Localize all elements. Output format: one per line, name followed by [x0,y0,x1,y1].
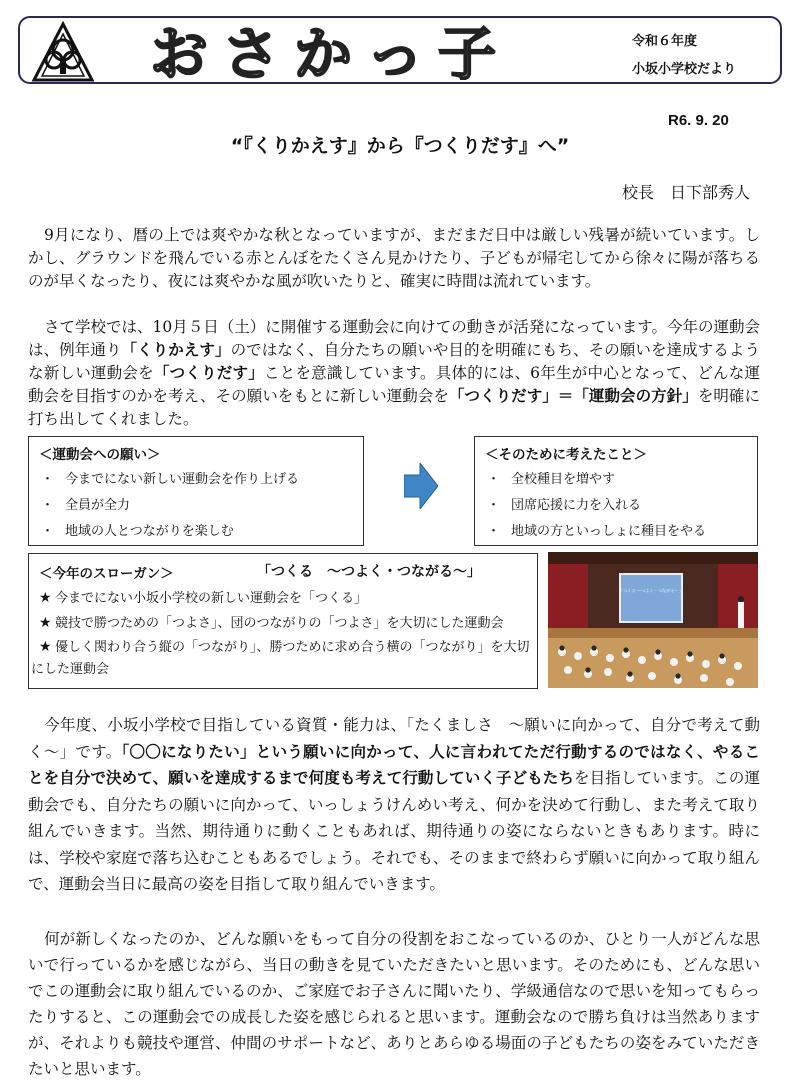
list-item: ★ 競技で勝つための「つよさ」、団のつながりの「つよさ」を大切にした運動会 [39,615,504,631]
slogan-box-title: ＜今年のスローガン＞ [39,566,174,582]
list-item: ・ 全校種目を増やす [487,472,616,487]
gym-assembly-photo [548,552,758,688]
school-name: 小坂小学校だより [632,62,737,77]
list-item: ・ 団席応援に力を入れる [487,498,642,513]
list-item: ・ 全員が全力 [41,498,131,513]
list-item: ・ 地域の人とつながりを楽しむ [41,524,234,539]
photo-slide-text: 「つくる ～つよく・つながる～」 [618,588,684,593]
wish-box-title: ＜運動会への願い＞ [39,447,161,463]
list-item: ・ 今までにない新しい運動会を作り上げる [41,472,300,487]
wish-box [28,436,364,546]
article-title: “『くりかえす』から『つくりだす』へ” [230,135,570,157]
article-author: 校長 日下部秀人 [622,183,751,202]
paragraph-1: 9月になり、暦の上では爽やかな秋となっていますが、まだまだ日中は厳しい残暑が続いています。しかし、グラウンドを飛んでいる赤とんぼをたくさん見かけたり、子どもが帰宅してから徐々に陽が落ちるのが早くなったり、夜には爽やかな風が吹いたりと、確実に時間は流れています。 [28,226,760,290]
paragraph-2: さて学校では、10月５日（土）に開催する運動会に向けての動きが活発になっています。今年の運動会は、例年通り「くりかえす」のではなく、自分たちの願いや目的を明確にもち、その願いを達成するような新しい運動会を「つくりだす」ことを意識しています。具体的には、6年生が中心となって、どんな運動会を目指すのかを考え、その願いをもとに新しい運動会を「つくりだす」＝「運動会の方針」を明確に打ち出してくれました。 [28,318,760,428]
school-year: 令和６年度 [632,34,698,49]
paragraph-4: 何が新しくなったのか、どんな願いをもって自分の役割をおこなっているのか、ひとり一人がどんな思いで行っているかを感じながら、当日の動きを見ていただきたいと思います。そのためにも、どんな思いでこの運動会に取り組んでいるのか、ご家庭でお子さんに聞いたり、学級通信なので思いを知ってもらったりすると、この運動会での成長した姿を感じられると思います。運動会なので勝ち負けは当然ありますが、それよりも競技や運営、仲間のサポートなど、ありとあらゆる場面の子どもたちの姿をみていただきたいと思います。 [28,930,760,1078]
newsletter-title-text: おさかっ子 [150,22,511,80]
plan-box [474,436,758,546]
issue-date: R6. 9. 20 [668,112,729,129]
paragraph-3: 今年度、小坂小学校で目指している資質・能力は、「たくましさ ～願いに向かって、自分で考えて動く～」です。「〇〇になりたい」という願いに向かって、人に言われてただ行動するのではなく、やることを自分で決めて、願いを達成するまで何度も考えて行動していく子どもたちを目指しています。この運動会でも、自分たちの願いに向かって、いっしょうけんめい考え、何かを決めて行動し、また考えて取り組んでいきます。当然、期待通りに動くこともあれば、期待通りの姿にならないときもあります。時には、学校や家庭で落ち込むこともあるでしょう。それでも、そのままで終わらず願いに向かって取り組んで、運動会当日に最高の姿を目指して取り組んでいきます。 [28,716,760,893]
list-item: ・ 地域の方といっしょに種目をやる [487,524,707,539]
slogan-box [28,553,538,689]
right-arrow-icon [404,463,438,509]
plan-box-title: ＜そのために考えたこと＞ [485,447,647,463]
list-item: ★ 今までにない小坂小学校の新しい運動会を「つくる」 [39,590,368,606]
school-emblem-icon [30,20,96,86]
list-item: ★ 優しく関わり合う縦の「つながり」、勝つために求め合う横の「つながり」を大切にした運動会 [31,639,530,677]
slogan-text: 「つくる ～つよく・つながる～」 [257,564,481,580]
newsletter-title-logo [150,22,610,80]
